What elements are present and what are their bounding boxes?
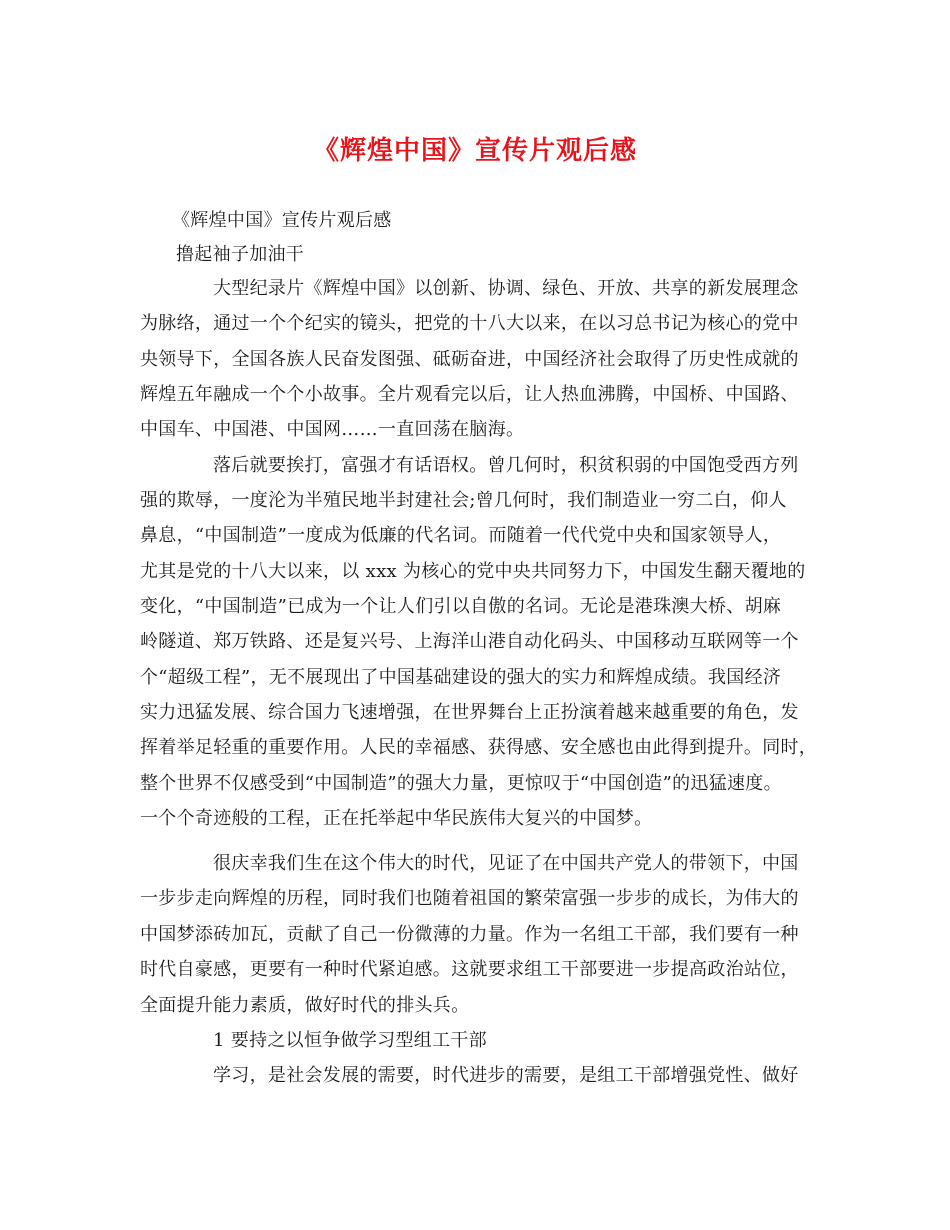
body-line: 一个个奇迹般的工程，正在托举起中华民族伟大复兴的中国梦。 bbox=[140, 808, 653, 829]
body-line: 岭隧道、郑万铁路、还是复兴号、上海洋山港自动化码头、中国移动互联网等一个 bbox=[140, 631, 799, 652]
body-line: 整个世界不仅感受到“中国制造”的强大力量，更惊叹于“中国创造”的迅猛速度。 bbox=[140, 773, 782, 794]
body-line: 一步步走向辉煌的历程，同时我们也随着祖国的繁荣富强一步步的成长，为伟大的 bbox=[140, 888, 799, 909]
body-line: 很庆幸我们生在这个伟大的时代，见证了在中国共产党人的带领下，中国 bbox=[213, 853, 799, 874]
document-subtitle: 《辉煌中国》宣传片观后感 bbox=[172, 210, 392, 231]
body-line: 央领导下，全国各族人民奋发图强、砥砺奋进，中国经济社会取得了历史性成就的 bbox=[140, 349, 799, 370]
body-line: 尤其是党的十八大以来，以 xxx 为核心的党中央共同努力下，中国发生翻天覆地的 bbox=[140, 561, 806, 582]
body-line: 中国车、中国港、中国网……一直回荡在脑海。 bbox=[140, 419, 525, 440]
body-line: 强的欺辱，一度沦为半殖民地半封建社会;曾几何时，我们制造业一穷二白，仰人 bbox=[140, 490, 787, 511]
body-line: 时代自豪感，更要有一种时代紧迫感。这就要求组工干部要进一步提高政治站位， bbox=[140, 959, 799, 980]
document-title: 《辉煌中国》宣传片观后感 bbox=[312, 136, 637, 166]
body-line: 个“超级工程”，无不展现出了中国基础建设的强大的实力和辉煌成绩。我国经济 bbox=[140, 667, 782, 688]
body-line: 挥着举足轻重的重要作用。人民的幸福感、获得感、安全感也由此得到提升。同时， bbox=[140, 737, 818, 758]
body-line: 中国梦添砖加瓦，贡献了自己一份微薄的力量。作为一名组工干部，我们要有一种 bbox=[140, 924, 799, 945]
body-line: 落后就要挨打，富强才有话语权。曾几何时，积贫积弱的中国饱受西方列 bbox=[213, 455, 799, 476]
body-line: 全面提升能力素质，做好时代的排头兵。 bbox=[140, 995, 470, 1016]
document-author: 撸起袖子加油干 bbox=[176, 244, 305, 265]
body-line: 为脉络，通过一个个纪实的镜头，把党的十八大以来，在以习总书记为核心的党中 bbox=[140, 313, 799, 334]
body-line: 变化，“中国制造”已成为一个让人们引以自傲的名词。无论是港珠澳大桥、胡麻 bbox=[140, 596, 782, 617]
body-line: 大型纪录片《辉煌中国》以创新、协调、绿色、开放、共享的新发展理念 bbox=[213, 278, 799, 299]
body-line: 鼻息，“中国制造”一度成为低廉的代名词。而随着一代代党中央和国家领导人， bbox=[140, 525, 782, 546]
section-heading: 1 要持之以恒争做学习型组工干部 bbox=[213, 1030, 487, 1051]
body-line: 实力迅猛发展、综合国力飞速增强，在世界舞台上正扮演着越来越重要的角色，发 bbox=[140, 702, 799, 723]
body-line: 学习，是社会发展的需要，时代进步的需要，是组工干部增强党性、做好 bbox=[213, 1065, 799, 1086]
body-line: 辉煌五年融成一个个小故事。全片观看完以后，让人热血沸腾，中国桥、中国路、 bbox=[140, 384, 799, 405]
